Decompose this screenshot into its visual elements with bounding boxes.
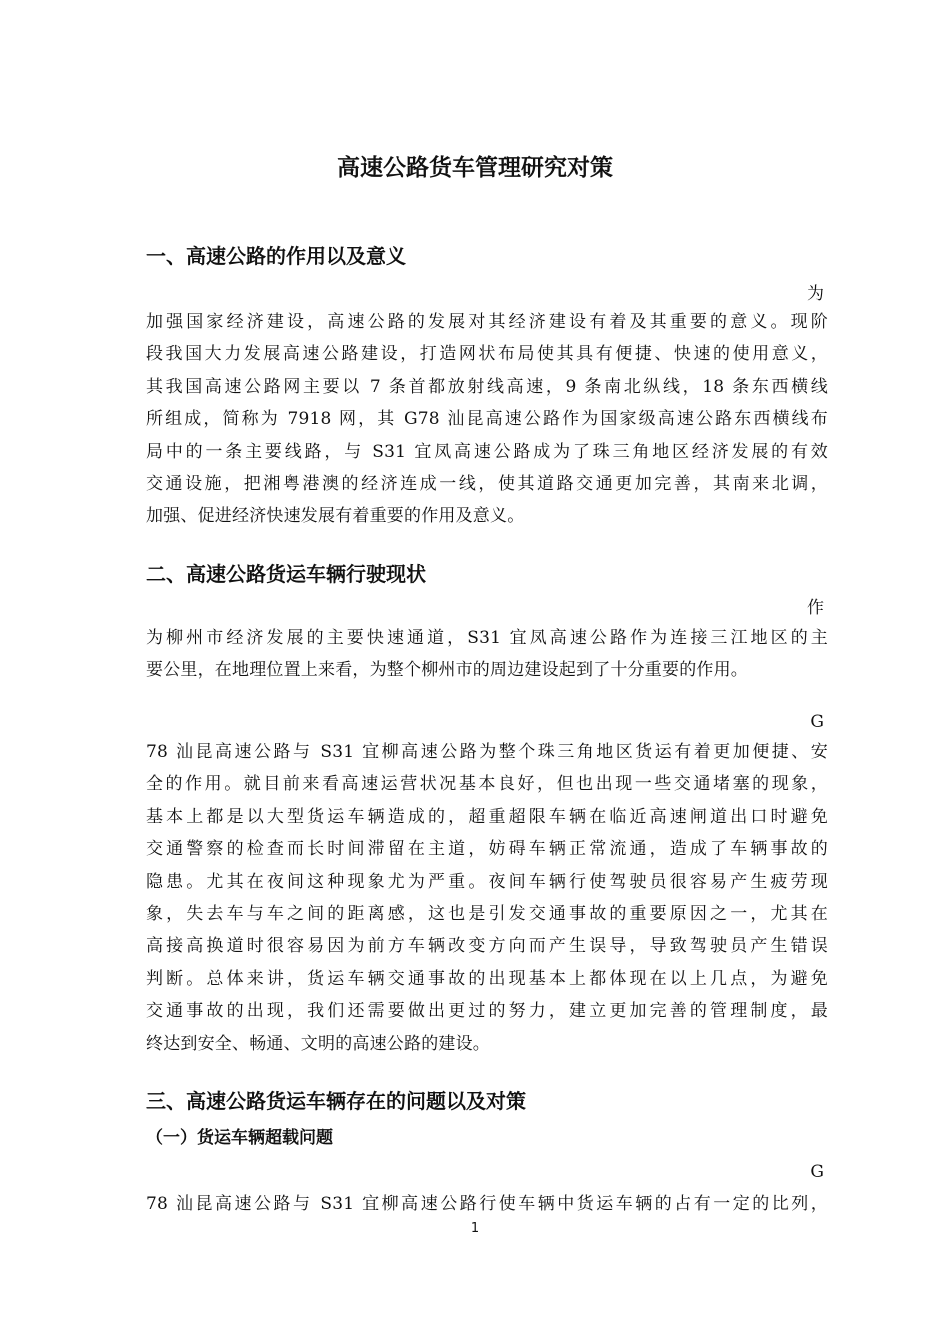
- paragraph-line: 段我国大力发展高速公路建设，打造网状布局使其具有便捷、快速的使用意义，: [146, 344, 828, 365]
- section-3-paragraph: [146, 1188, 828, 1220]
- section-2-lead-char: 作: [807, 598, 824, 618]
- paragraph-line: 判断。总体来讲，货运车辆交通事故的出现基本上都体现在以上几点，为避免: [146, 968, 828, 989]
- paragraph-line: 象，失去车与车之间的距离感，这也是引发交通事故的重要原因之一，尤其在: [146, 903, 828, 924]
- paragraph-line: 要公里，在地理位置上来看，为整个柳州市的周边建设起到了十分重要的作用。: [146, 660, 748, 681]
- paragraph-line: 交通事故的出现，我们还需要做出更过的努力，建立更加完善的管理制度，最: [146, 1001, 828, 1022]
- paragraph-line: 全的作用。就目前来看高速运营状况基本良好，但也出现一些交通堵塞的现象，: [146, 774, 828, 795]
- paragraph-line: 局中的一条主要线路，与 S31 宜凤高速公路成为了珠三角地区经济发展的有效: [146, 441, 828, 462]
- section-2-lead-char-b: G: [810, 712, 824, 732]
- paragraph-line: 所组成，简称为 7918 网，其 G78 汕昆高速公路作为国家级高速公路东西横线布: [146, 409, 828, 430]
- paragraph-line: 终达到安全、畅通、文明的高速公路的建设。: [146, 1033, 490, 1054]
- section-2-paragraph-a: [146, 622, 828, 687]
- paragraph-line: 隐患。尤其在夜间这种现象尤为严重。夜间车辆行使驾驶员很容易产生疲劳现: [146, 871, 828, 892]
- section-1-lead-char: 为: [807, 284, 824, 304]
- section-2-paragraph-b: [146, 736, 828, 1060]
- paragraph-line: 78 汕昆高速公路与 S31 宜柳高速公路为整个珠三角地区货运有着更加便捷、安: [146, 742, 828, 762]
- section-3-lead-char: G: [810, 1162, 824, 1182]
- section-1-paragraph: [146, 306, 828, 533]
- paragraph-line: 基本上都是以大型货运车辆造成的，超重超限车辆在临近高速闸道出口时避免: [146, 806, 828, 827]
- paragraph-line: 交通设施，把湘粤港澳的经济连成一线，使其道路交通更加完善，其南来北调，: [146, 473, 828, 494]
- paragraph-line: 为柳州市经济发展的主要快速通道，S31 宜凤高速公路作为连接三江地区的主: [146, 628, 828, 648]
- section-heading-3: 三、高速公路货运车辆存在的问题以及对策: [146, 1089, 526, 1113]
- paragraph-line: 加强、促进经济快速发展有着重要的作用及意义。: [146, 506, 525, 527]
- subsection-heading: （一）货运车辆超载问题: [146, 1128, 333, 1148]
- section-heading-1: 一、高速公路的作用以及意义: [146, 244, 406, 268]
- page-number: 1: [470, 1221, 480, 1236]
- document-title: 高速公路货车管理研究对策: [337, 155, 613, 181]
- paragraph-line: 加强国家经济建设，高速公路的发展对其经济建设有着及其重要的意义。现阶: [146, 312, 828, 332]
- section-heading-2: 二、高速公路货运车辆行驶现状: [146, 562, 426, 586]
- paragraph-line: 78 汕昆高速公路与 S31 宜柳高速公路行使车辆中货运车辆的占有一定的比列，: [146, 1194, 828, 1214]
- paragraph-line: 交通警察的检查而长时间滞留在主道，妨碍车辆正常流通，造成了车辆事故的: [146, 839, 828, 860]
- paragraph-line: 其我国高速公路网主要以 7 条首都放射线高速，9 条南北纵线，18 条东西横线: [146, 376, 828, 397]
- paragraph-line: 高接高换道时很容易因为前方车辆改变方向而产生误导，导致驾驶员产生错误: [146, 936, 828, 957]
